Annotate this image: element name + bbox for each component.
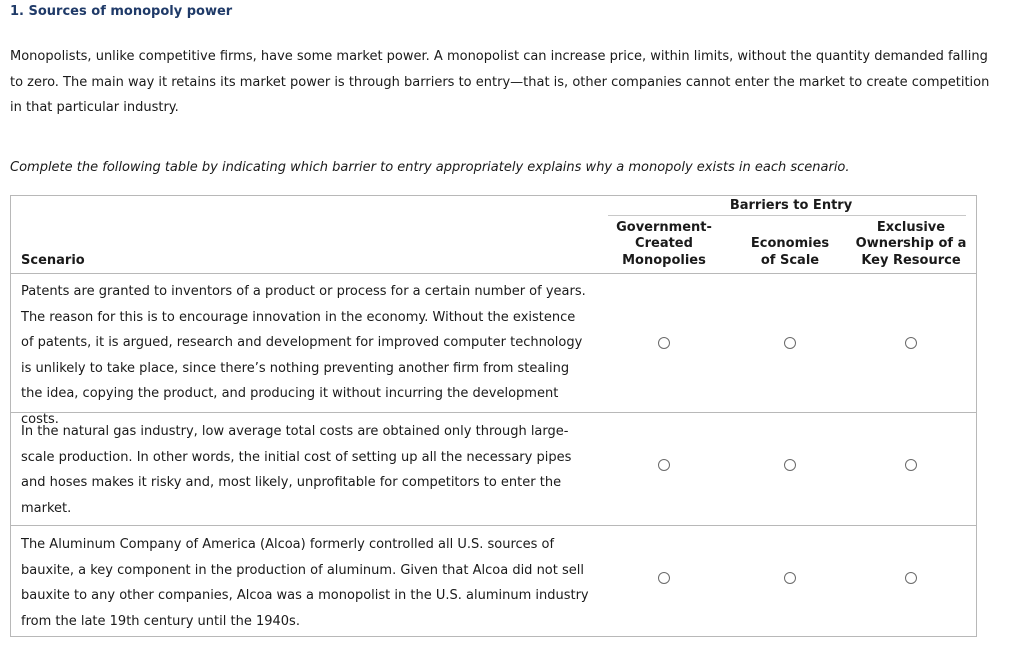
scenario-text: Patents are granted to inventors of a product or process for a certain number of years. The reason for this is to encourage innovation in the economy. Without the existence of patents, it is argued, research and development for improved computer technology is unlikely to take place, since there’s nothing preventing another firm from stealing the idea, copying the product, and producing it without incurring the development costs. — [21, 284, 586, 427]
table-row — [11, 274, 976, 427]
table-row — [11, 526, 976, 636]
radio-government-created[interactable] — [658, 459, 670, 471]
scenario-text: The Aluminum Company of America (Alcoa) formerly controlled all U.S. sources of bauxite, a key component in the production of aluminum. Given that Alcoa did not sell bauxite to any other companies, Alcoa was a monopolist in the U.S. aluminum industry from the late 19th century until the 1940s. — [21, 537, 589, 629]
radio-economies-of-scale[interactable] — [784, 337, 796, 349]
radio-exclusive-ownership[interactable] — [905, 459, 917, 471]
radio-economies-of-scale[interactable] — [784, 459, 796, 471]
radio-economies-of-scale[interactable] — [784, 572, 796, 584]
scenario-column-header: Scenario — [21, 253, 85, 268]
scenario-text: In the natural gas industry, low average total costs are obtained only through large-scale production. In other words, the initial cost of setting up all the necessary pipes and hoses makes it risky and, most likely, unprofitable for competitors to enter the market. — [21, 424, 572, 516]
column-header-economies-of-scale: Economies of Scale — [750, 236, 830, 268]
table-header — [11, 196, 976, 274]
group-header-divider — [608, 215, 966, 216]
column-header-government-created: Government- Created Monopolies — [616, 219, 712, 268]
column-header-exclusive-ownership: Exclusive Ownership of a Key Resource — [855, 219, 967, 268]
instruction-text: Complete the following table by indicating which barrier to entry appropriately explains why a monopoly exists in each scenario. — [10, 160, 850, 175]
radio-government-created[interactable] — [658, 337, 670, 349]
intro-paragraph: Monopolists, unlike competitive firms, have some market power. A monopolist can increase price, within limits, without the quantity demanded falling to zero. The main way it retains its market power is through barriers to entry—that is, other companies cannot enter the market to create competition in that particular industry. — [10, 49, 990, 115]
radio-government-created[interactable] — [658, 572, 670, 584]
barriers-group-header: Barriers to Entry — [729, 198, 853, 213]
barriers-table — [10, 195, 977, 637]
radio-exclusive-ownership[interactable] — [905, 337, 917, 349]
table-row — [11, 413, 976, 526]
section-heading: 1. Sources of monopoly power — [10, 4, 233, 19]
radio-exclusive-ownership[interactable] — [905, 572, 917, 584]
